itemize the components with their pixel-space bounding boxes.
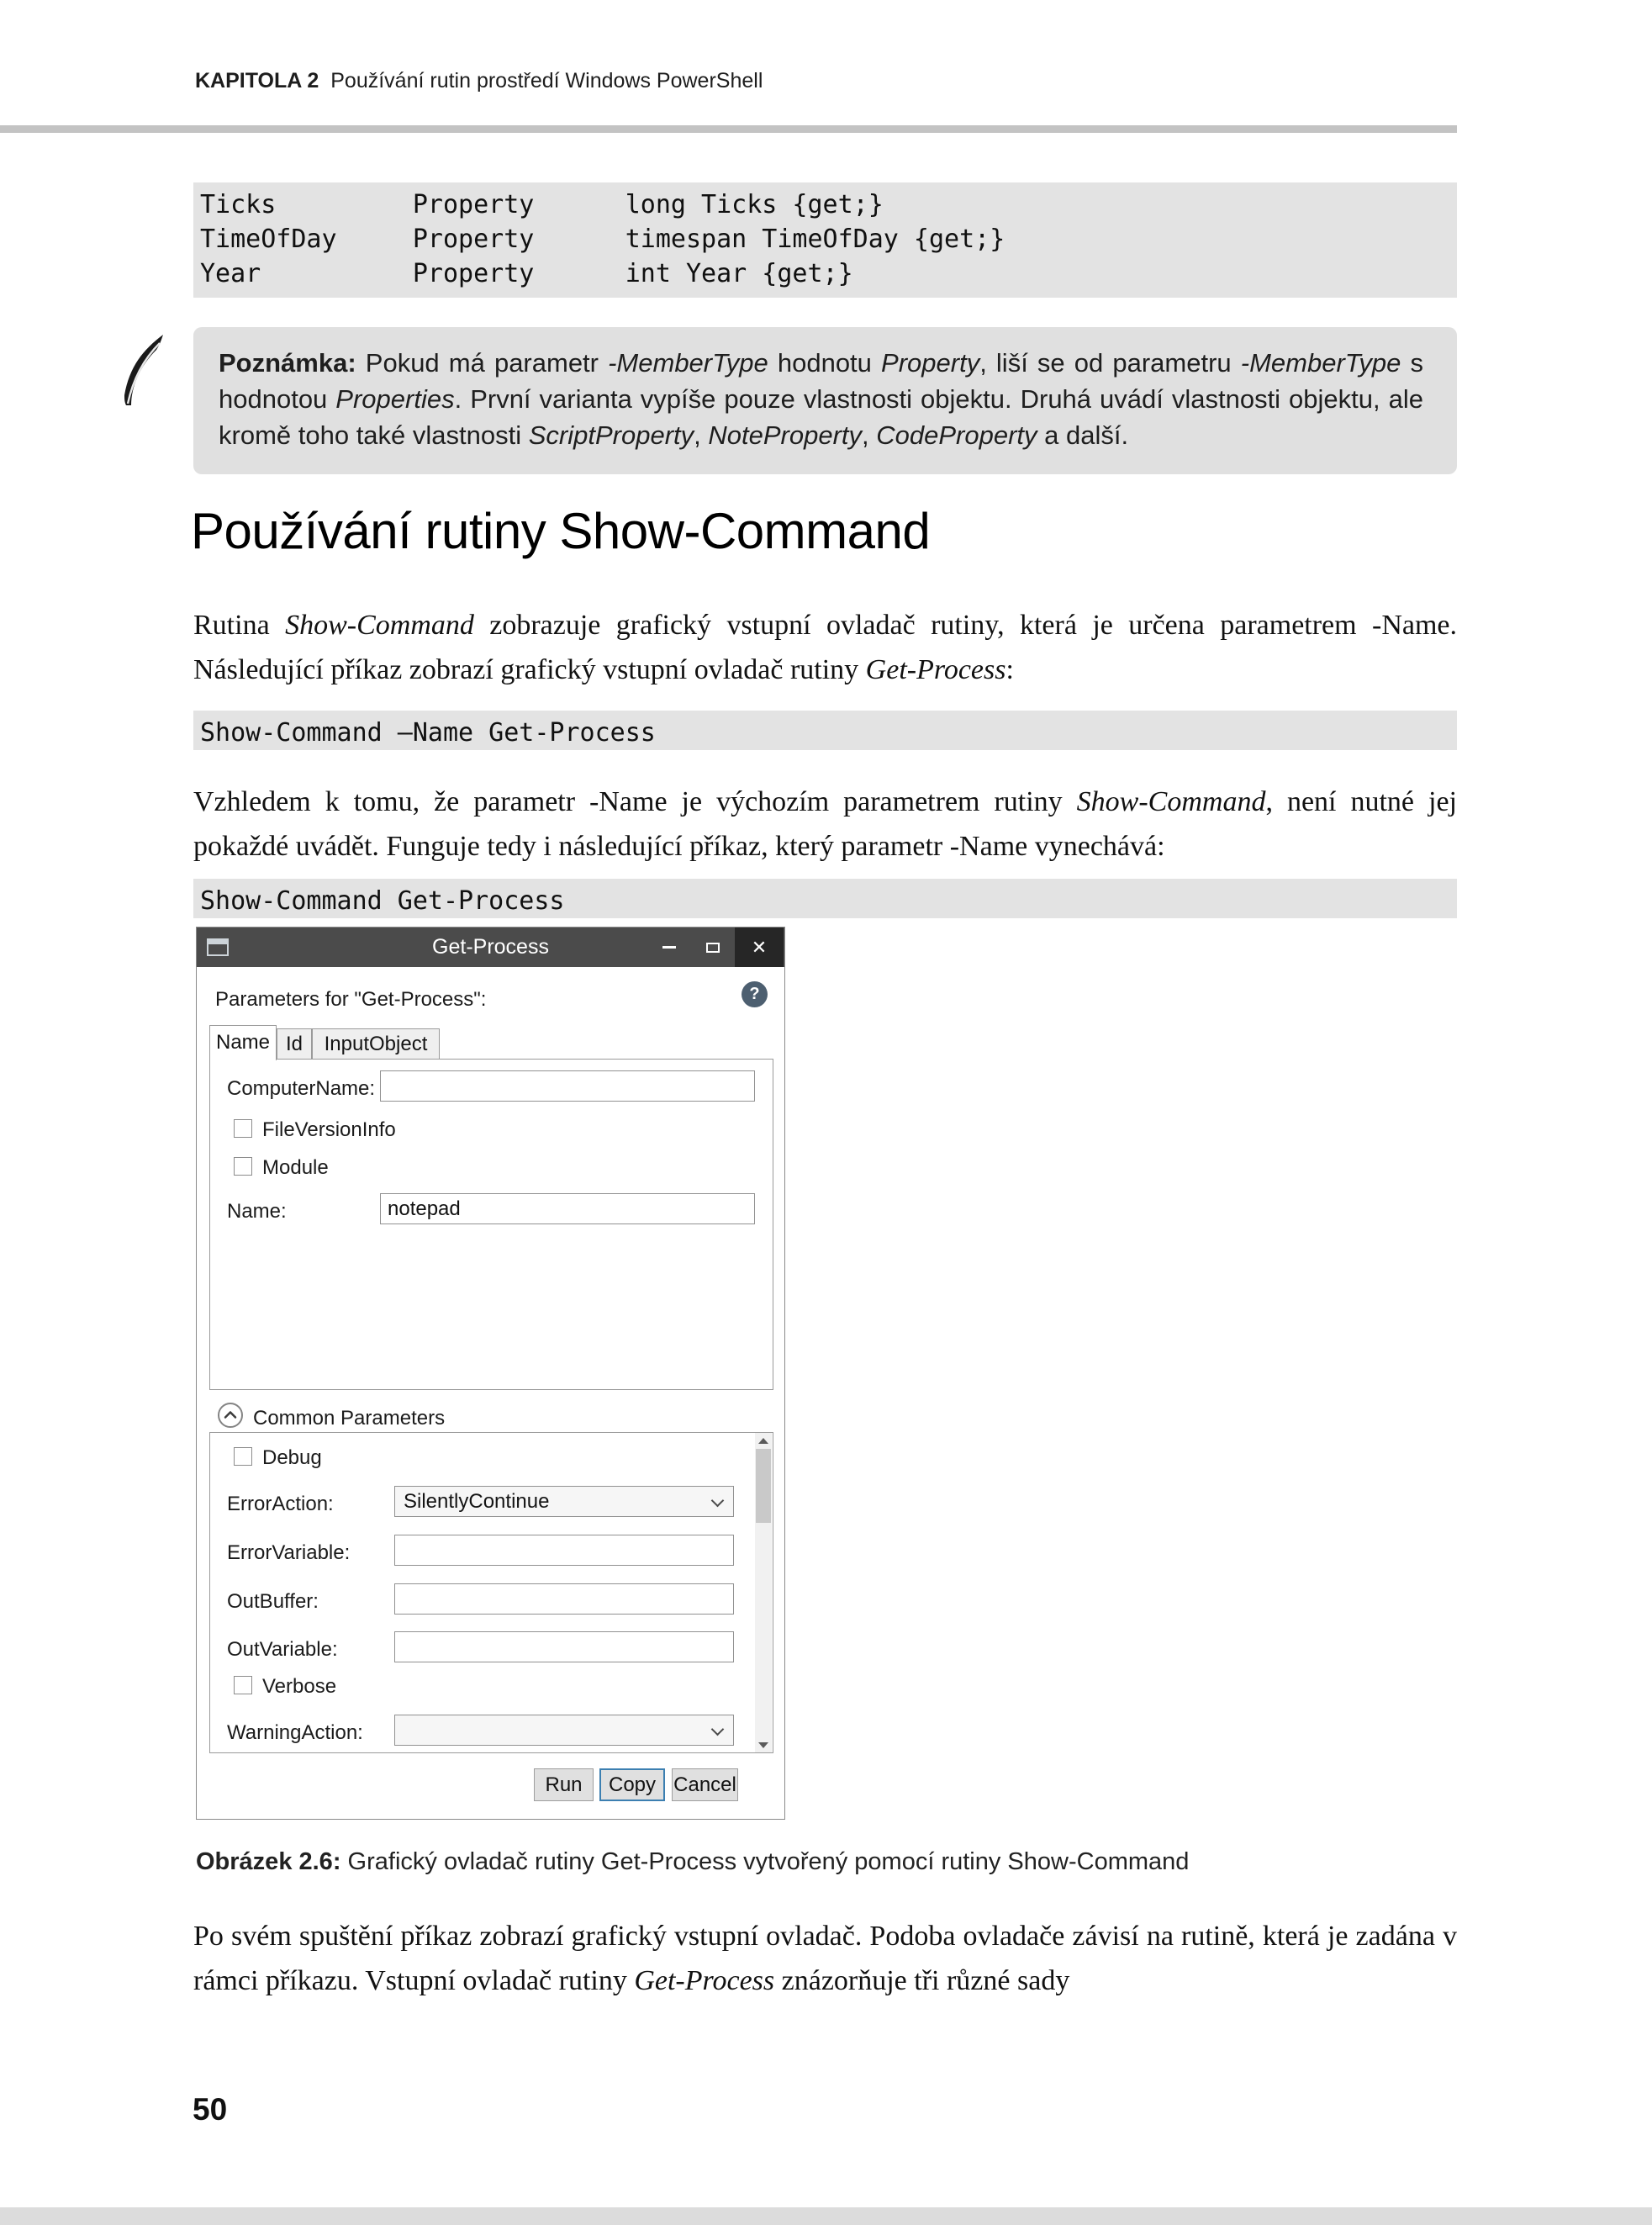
- show-command-window: [196, 927, 785, 1820]
- warningaction-select[interactable]: [394, 1715, 734, 1746]
- chevron-down-icon: [711, 1494, 725, 1508]
- common-parameters-label: Common Parameters: [253, 1407, 446, 1430]
- section-heading: Používání rutiny Show-Command: [191, 503, 931, 559]
- triangle-down-icon: [758, 1742, 768, 1748]
- tab-name[interactable]: Name: [209, 1025, 277, 1060]
- chapter-number: KAPITOLA 2: [195, 69, 319, 92]
- outvariable-label: OutVariable:: [227, 1638, 338, 1661]
- command-block-2: [193, 879, 1457, 918]
- name-input[interactable]: [380, 1193, 755, 1224]
- maximize-icon: [706, 943, 720, 953]
- close-button[interactable]: [735, 928, 784, 967]
- close-icon: ✕: [751, 936, 768, 958]
- tab-inputobject[interactable]: InputObject: [312, 1028, 440, 1060]
- output-line: Ticks Property long Ticks {get;}: [200, 190, 884, 219]
- minimize-icon: [662, 946, 676, 949]
- chevron-down-icon: [711, 1723, 725, 1736]
- run-button[interactable]: Run: [534, 1768, 594, 1801]
- fileversioninfo-label: FileVersionInfo: [262, 1118, 396, 1141]
- fileversioninfo-checkbox[interactable]: [234, 1119, 252, 1138]
- errorvariable-label: ErrorVariable:: [227, 1541, 351, 1564]
- triangle-up-icon: [758, 1438, 768, 1444]
- outbuffer-label: OutBuffer:: [227, 1590, 319, 1613]
- command-line: Show-Command –Name Get-Process: [200, 718, 656, 748]
- warningaction-label: WarningAction:: [227, 1721, 363, 1744]
- computername-input[interactable]: [380, 1070, 755, 1102]
- erroraction-label: ErrorAction:: [227, 1493, 334, 1515]
- header-rule: [0, 125, 1457, 133]
- erroraction-value: SilentlyContinue: [404, 1490, 550, 1513]
- chevron-up-icon: [217, 1402, 244, 1429]
- paragraph: Vzhledem k tomu, že parametr -Name je výchozím parametrem rutiny Show-Command, není nutné jej pokaždé uvádět. Funguje tedy i následující příkaz, který parametr -Name vynechává:: [193, 786, 1457, 862]
- computername-label: ComputerName:: [227, 1077, 376, 1100]
- window-title: Get-Process: [432, 935, 549, 959]
- output-line: Year Property int Year {get;}: [200, 259, 853, 288]
- powershell-output-block: [193, 182, 1457, 298]
- debug-checkbox[interactable]: [234, 1447, 252, 1466]
- module-label: Module: [262, 1156, 329, 1179]
- common-parameters-expander[interactable]: [217, 1402, 244, 1429]
- output-line: TimeOfDay Property timespan TimeOfDay {get;}: [200, 225, 1005, 254]
- help-icon[interactable]: ?: [742, 981, 768, 1007]
- outvariable-input[interactable]: [394, 1631, 734, 1662]
- cancel-button[interactable]: Cancel: [672, 1768, 738, 1801]
- bottom-rule: [0, 2207, 1652, 2225]
- tab-panel: [209, 1059, 773, 1390]
- debug-label: Debug: [262, 1446, 322, 1469]
- command-block-1: [193, 711, 1457, 750]
- maximize-button[interactable]: [691, 928, 735, 967]
- page-number: 50: [193, 2092, 228, 2127]
- vertical-scrollbar[interactable]: [755, 1433, 772, 1752]
- command-line: Show-Command Get-Process: [200, 886, 565, 916]
- name-label: Name:: [227, 1200, 287, 1223]
- note-box: [193, 327, 1457, 474]
- scroll-down-button[interactable]: [755, 1737, 772, 1752]
- verbose-label: Verbose: [262, 1675, 337, 1698]
- chapter-header: [195, 69, 763, 93]
- errorvariable-input[interactable]: [394, 1535, 734, 1566]
- note-text: Poznámka: Pokud má parametr -MemberType hodnotu Property, liší se od parametru -MemberType s hodnotou Properties. První varianta vypíše pouze vlastnosti objektu. Druhá uvádí vlastnosti objektu, ale kromě toho také vlastnosti ScriptProperty, NoteProperty, CodeProperty a další.: [219, 348, 1423, 450]
- copy-button[interactable]: Copy: [599, 1768, 665, 1801]
- window-titlebar: [197, 928, 784, 967]
- chapter-title: Používání rutin prostředí Windows PowerShell: [330, 69, 763, 92]
- paragraph: Po svém spuštění příkaz zobrazí grafický vstupní ovladač. Podoba ovladače závisí na rutině, která je zadána v rámci příkazu. Vstupní ovladač rutiny Get-Process znázorňuje tři různé sady: [193, 1921, 1457, 1996]
- module-checkbox[interactable]: [234, 1157, 252, 1176]
- paragraph: Rutina Show-Command zobrazuje grafický vstupní ovladač rutiny, která je určena parametrem -Name. Následující příkaz zobrazí grafický vstupní ovladač rutiny Get-Process:: [193, 610, 1457, 685]
- minimize-button[interactable]: [647, 928, 691, 967]
- parameters-label: Parameters for "Get-Process":: [215, 988, 487, 1011]
- scroll-up-button[interactable]: [755, 1433, 772, 1448]
- figure-caption: Obrázek 2.6: Grafický ovladač rutiny Get-Process vytvořený pomocí rutiny Show-Command: [196, 1848, 1190, 1875]
- verbose-checkbox[interactable]: [234, 1676, 252, 1694]
- pen-icon: [119, 333, 175, 411]
- erroraction-select[interactable]: [394, 1486, 734, 1517]
- outbuffer-input[interactable]: [394, 1583, 734, 1615]
- scrollbar-thumb[interactable]: [756, 1449, 771, 1523]
- tab-id[interactable]: Id: [277, 1028, 312, 1060]
